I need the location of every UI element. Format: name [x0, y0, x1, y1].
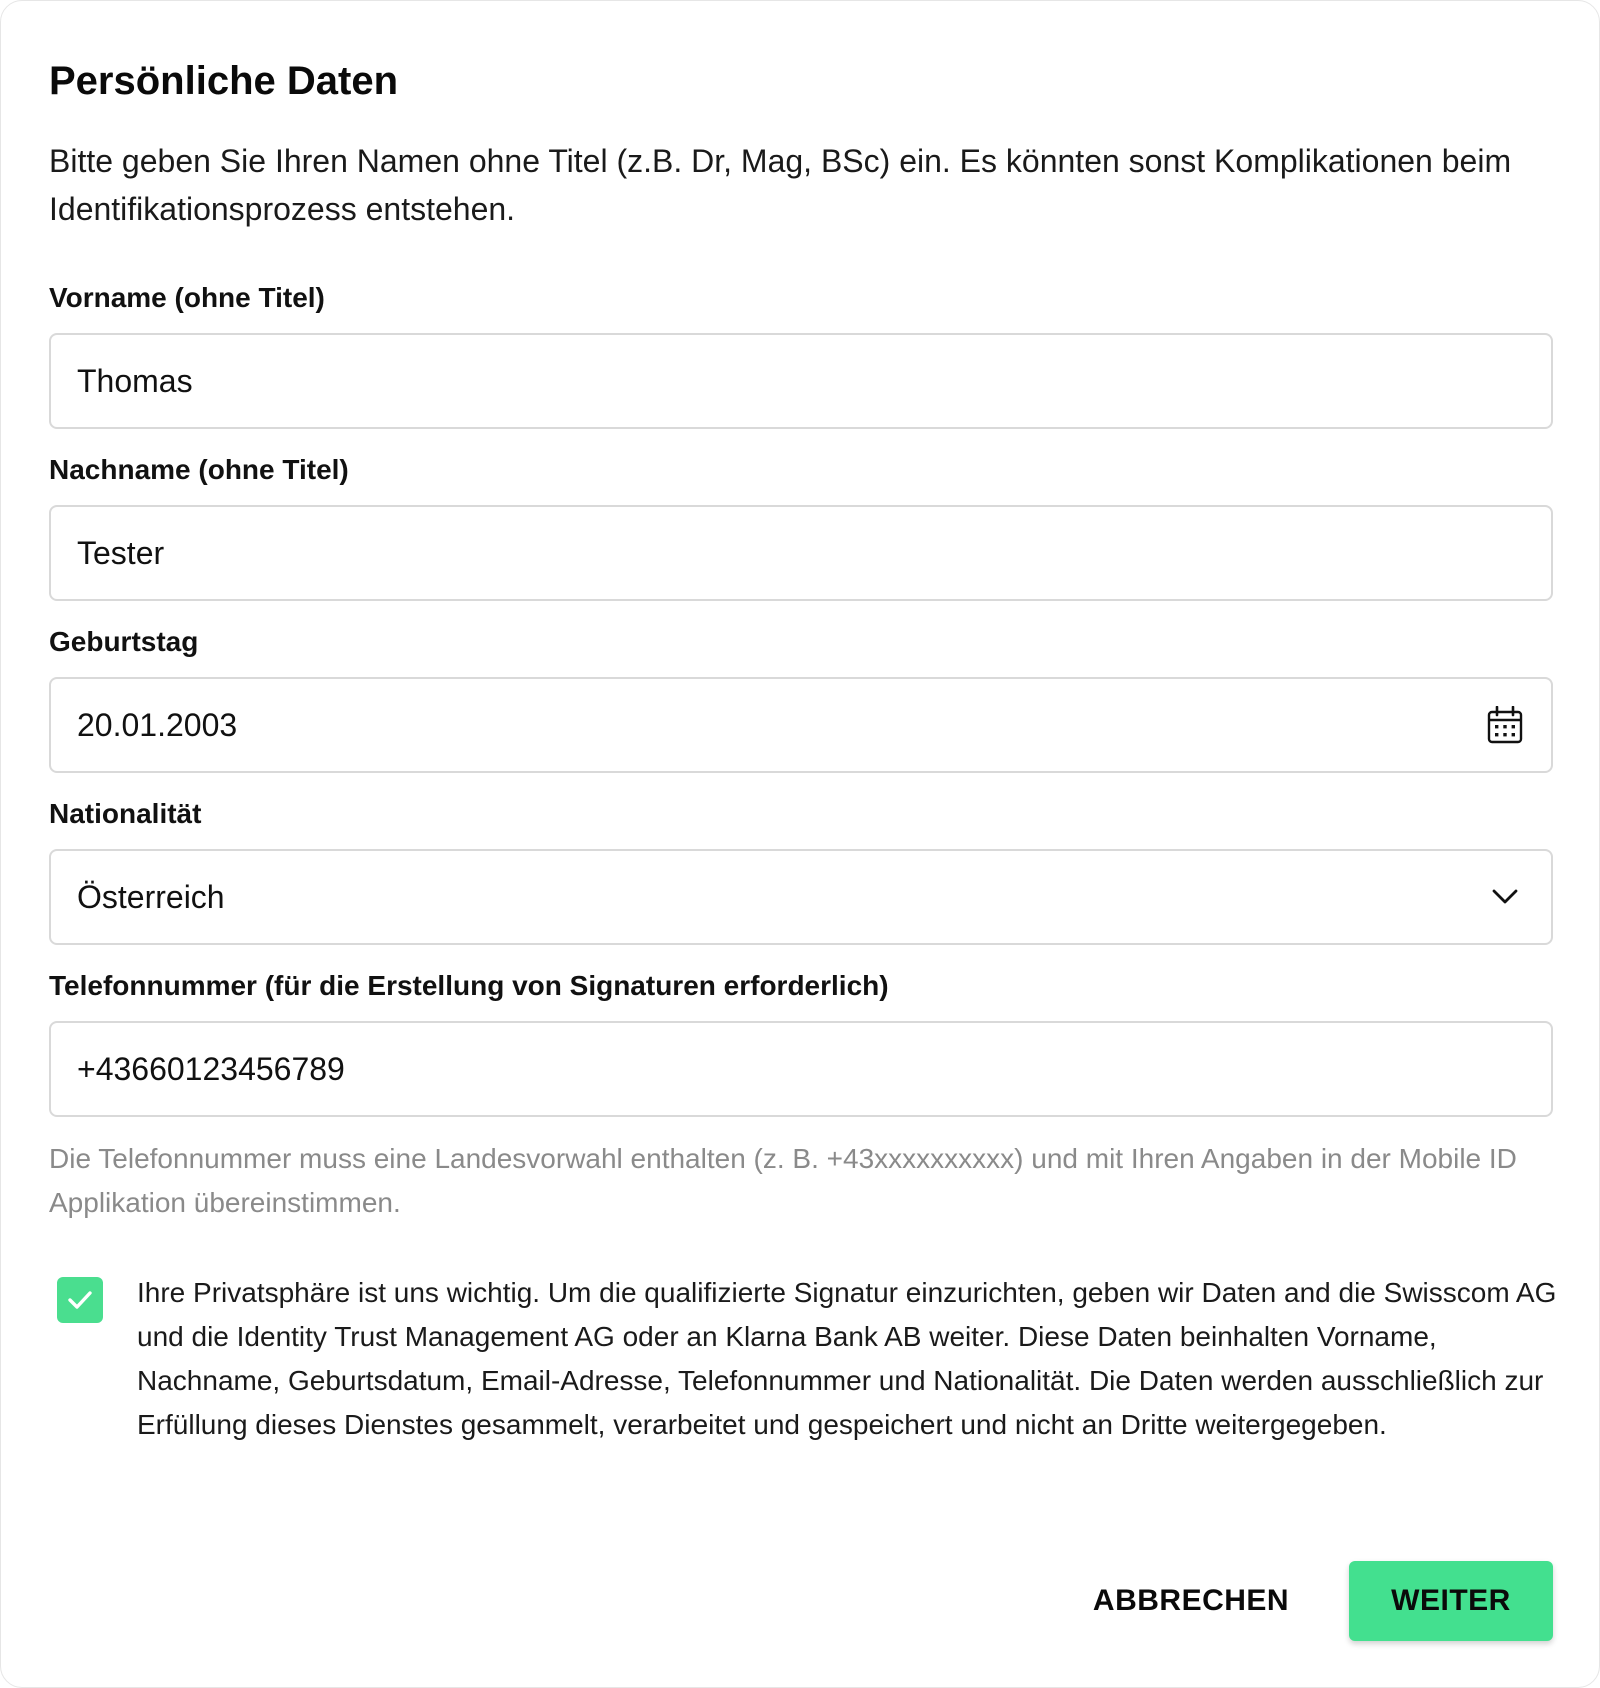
nationality-select[interactable]: [49, 849, 1553, 945]
intro-text: Bitte geben Sie Ihren Namen ohne Titel (z.B. Dr, Mag, BSc) ein. Es könnten sonst Komplikationen beim Identifikationsprozess entstehen.: [49, 143, 1512, 227]
consent-text: Ihre Privatsphäre ist uns wichtig. Um die qualifizierte Signatur einzurichten, geben wir Daten and die Swisscom AG und die Identity Trust Management AG oder an Klarna Bank AB weiter. Diese Daten beinhalten Vorname, Nachname, Geburtsdatum, Email-Adresse, Telefonnummer und Nationalität. Die Daten werden ausschließlich zur Erfüllung dieses Dienstes gesammelt, verarbeitet und gespeichert und nicht an Dritte weitergegeben.: [137, 1277, 1557, 1440]
first-name-input[interactable]: [49, 333, 1553, 429]
last-name-label: Nachname (ohne Titel): [49, 454, 349, 485]
first-name-value: Thomas: [77, 363, 193, 399]
next-button[interactable]: WEITER: [1349, 1561, 1553, 1641]
checkmark-icon: [65, 1288, 95, 1312]
last-name-input[interactable]: [49, 505, 1553, 601]
first-name-label: Vorname (ohne Titel): [49, 282, 325, 313]
phone-value: +43660123456789: [77, 1051, 345, 1087]
nationality-value: Österreich: [77, 879, 225, 915]
last-name-value: Tester: [77, 535, 165, 571]
calendar-icon[interactable]: [1485, 705, 1525, 745]
birthday-value: 20.01.2003: [77, 707, 238, 743]
chevron-down-icon: [1485, 877, 1525, 917]
phone-label: Telefonnummer (für die Erstellung von Signaturen erforderlich): [49, 970, 889, 1001]
birthday-label: Geburtstag: [49, 626, 199, 657]
dialog-title: Persönliche Daten: [49, 59, 399, 103]
cancel-button[interactable]: ABBRECHEN: [1087, 1563, 1295, 1639]
nationality-label: Nationalität: [49, 798, 202, 829]
consent-checkbox[interactable]: [57, 1277, 103, 1323]
phone-hint: Die Telefonnummer muss eine Landesvorwahl enthalten (z. B. +43xxxxxxxxxx) und mit Ihren Angaben in der Mobile ID Applikation übereinstimmen.: [49, 1143, 1517, 1218]
birthday-input[interactable]: [49, 677, 1553, 773]
phone-input[interactable]: [49, 1021, 1553, 1117]
